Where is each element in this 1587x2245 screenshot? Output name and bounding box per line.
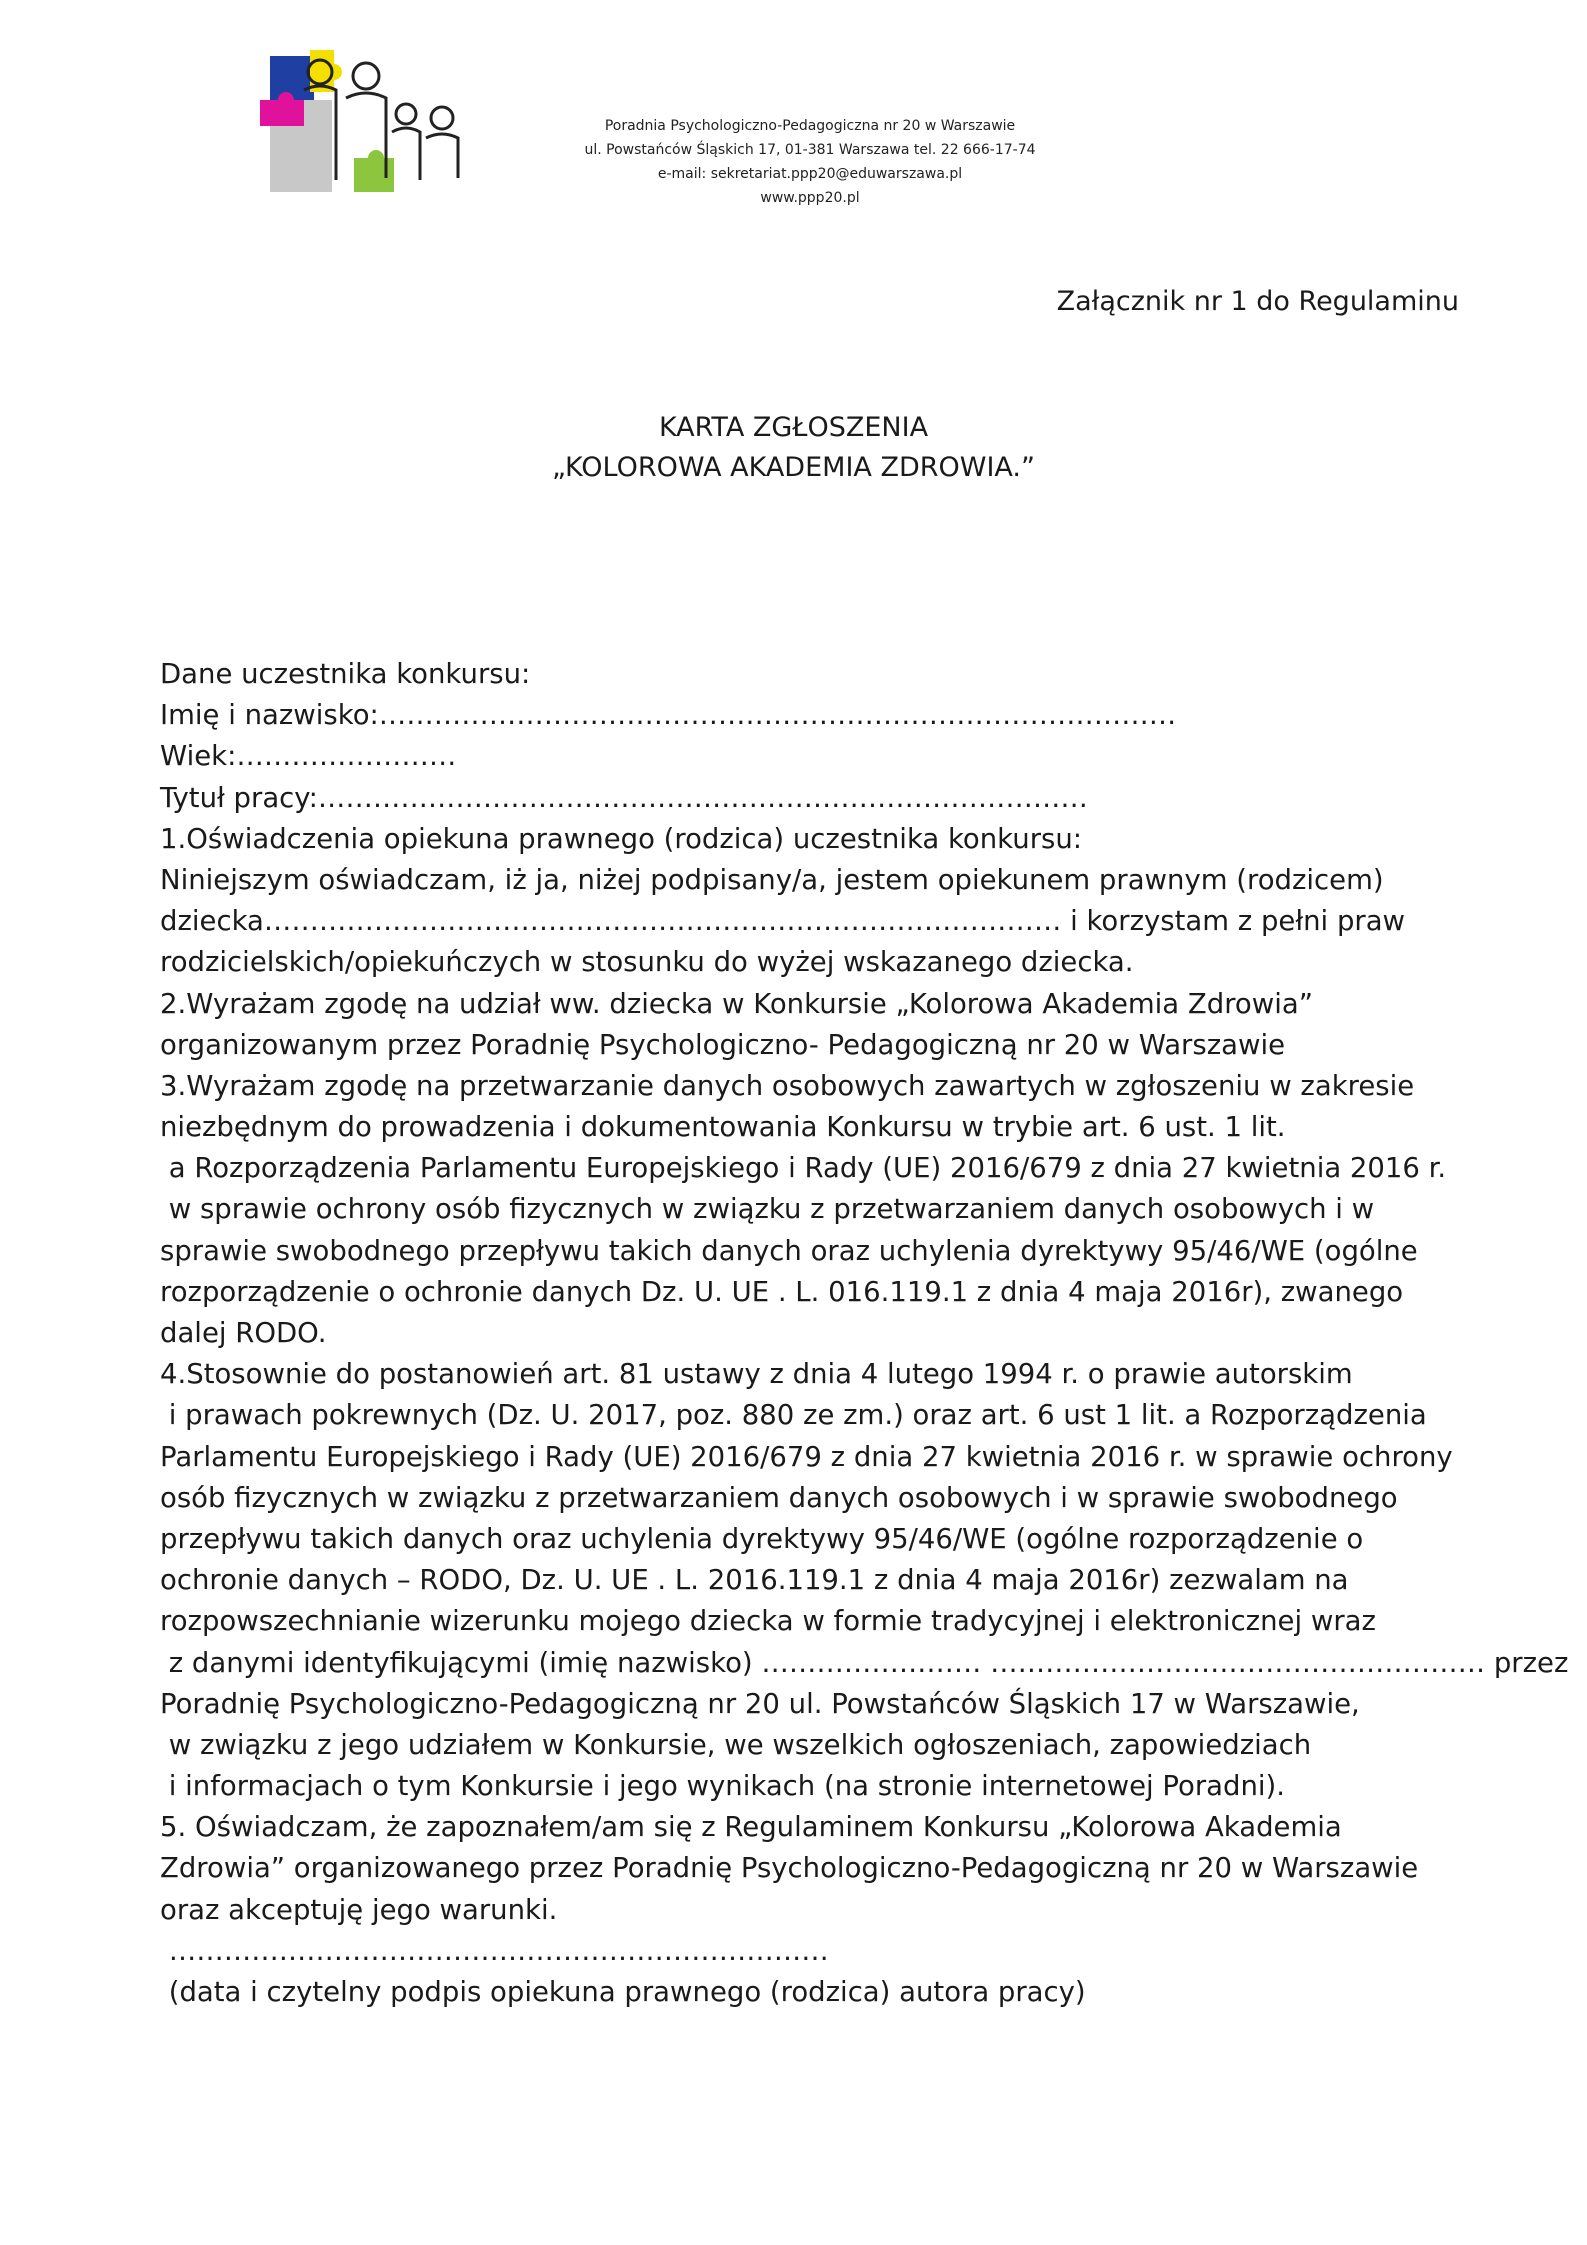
body-line: 3.Wyrażam zgodę na przetwarzanie danych osobowych zawartych w zgłoszeniu w zakresie	[160, 1069, 1415, 1102]
body-line: rozporządzenie o ochronie danych Dz. U. UE . L. 016.119.1 z dnia 4 maja 2016r), zwanego	[160, 1275, 1404, 1308]
body-line: i informacjach o tym Konkursie i jego wynikach (na stronie internetowej Poradni).	[160, 1770, 1286, 1803]
body-line: Niniejszym oświadczam, iż ja, niżej podpisany/a, jestem opiekunem prawnym (rodzicem)	[160, 863, 1384, 896]
body-line: w związku z jego udziałem w Konkursie, we wszelkich ogłoszeniach, zapowiedziach	[160, 1728, 1312, 1761]
body-line: 1.Oświadczenia opiekuna prawnego (rodzica) uczestnika konkursu:	[160, 822, 1083, 855]
body-line: z danymi identyfikującymi (imię nazwisko) …………………… ……………………………………………… przez	[160, 1646, 1569, 1679]
logo-blue-piece	[270, 56, 314, 100]
signature-caption: (data i czytelny podpis opiekuna prawnego (rodzica) autora pracy)	[160, 1976, 1086, 2008]
title-line-2: „KOLOROWA AKADEMIA ZDROWIA.”	[552, 452, 1035, 483]
document-body	[160, 654, 1569, 2013]
title-line-1: KARTA ZGŁOSZENIA	[658, 412, 929, 443]
body-line: 4.Stosownie do postanowień art. 81 ustawy z dnia 4 lutego 1994 r. o prawie autorskim	[160, 1358, 1353, 1391]
annex-label: Załącznik nr 1 do Regulaminu	[1056, 286, 1459, 317]
body-line: dalej RODO.	[160, 1317, 327, 1349]
body-line: Imię i nazwisko:……………………………………………………………………………	[160, 699, 1177, 732]
body-line: Wiek:……………………	[160, 740, 457, 773]
body-line: osób fizycznych w związku z przetwarzaniem danych osobowych i w sprawie swobodnego	[160, 1481, 1398, 1514]
body-line: a Rozporządzenia Parlamentu Europejskiego i Rady (UE) 2016/679 z dnia 27 kwietnia 2016 r.	[160, 1152, 1447, 1185]
body-line: Parlamentu Europejskiego i Rady (UE) 2016/679 z dnia 27 kwietnia 2016 r. w sprawie ochrony	[160, 1440, 1453, 1473]
body-line: 5. Oświadczam, że zapoznałem/am się z Regulaminem Konkursu „Kolorowa Akademia	[160, 1811, 1342, 1844]
organization-logo	[258, 42, 473, 202]
organization-address: ul. Powstańców Śląskich 17, 01-381 Warszawa tel. 22 666-17-74	[584, 142, 1036, 158]
logo-green-piece	[354, 150, 394, 192]
organization-info	[560, 114, 1060, 210]
body-line: rodzicielskich/opiekuńczych w stosunku do wyżej wskazanego dziecka.	[160, 946, 1134, 979]
body-line: rozpowszechnianie wizerunku mojego dziecka w formie tradycyjnej i elektronicznej wraz	[160, 1605, 1376, 1638]
body-line: Poradnię Psychologiczno-Pedagogiczną nr 20 ul. Powstańców Śląskich 17 w Warszawie,	[160, 1687, 1360, 1720]
body-line: niezbędnym do prowadzenia i dokumentowania Konkursu w trybie art. 6 ust. 1 lit.	[160, 1111, 1286, 1144]
organization-website: www.ppp20.pl	[760, 190, 860, 206]
body-line: oraz akceptuję jego warunki.	[160, 1893, 558, 1926]
body-line: dziecka…………………………………………………………………………… i korzystam z pełni praw	[160, 905, 1406, 938]
organization-email: e-mail: sekretariat.ppp20@eduwarszawa.pl	[657, 166, 963, 182]
body-line: Dane uczestnika konkursu:	[160, 658, 531, 690]
signature-line: ………………………………………………………………	[160, 1934, 829, 1967]
body-line: Zdrowia” organizowanego przez Poradnię Psychologiczno-Pedagogiczną nr 20 w Warszawie	[160, 1852, 1419, 1885]
body-line: i prawach pokrewnych (Dz. U. 2017, poz. 880 ze zm.) oraz art. 6 ust 1 lit. a Rozporządzenia	[160, 1399, 1427, 1432]
document-title	[0, 408, 1587, 488]
body-line: organizowanym przez Poradnię Psychologiczno- Pedagogiczną nr 20 w Warszawie	[160, 1028, 1286, 1061]
logo-graphic	[258, 42, 473, 202]
body-line: sprawie swobodnego przepływu takich danych oraz uchylenia dyrektywy 95/46/WE (ogólne	[160, 1234, 1418, 1267]
body-line: ochronie danych – RODO, Dz. U. UE . L. 2016.119.1 z dnia 4 maja 2016r) zezwalam na	[160, 1564, 1349, 1597]
body-line: w sprawie ochrony osób fizycznych w związku z przetwarzaniem danych osobowych i w	[160, 1193, 1375, 1226]
organization-name: Poradnia Psychologiczno-Pedagogiczna nr 20 w Warszawie	[604, 118, 1016, 134]
body-line: przepływu takich danych oraz uchylenia dyrektywy 95/46/WE (ogólne rozporządzenie o	[160, 1522, 1364, 1555]
body-line: 2.Wyrażam zgodę na udział ww. dziecka w Konkursie „Kolorowa Akademia Zdrowia”	[160, 987, 1313, 1020]
body-line: Tytuł pracy:…………………………………………………………………………	[160, 781, 1088, 814]
